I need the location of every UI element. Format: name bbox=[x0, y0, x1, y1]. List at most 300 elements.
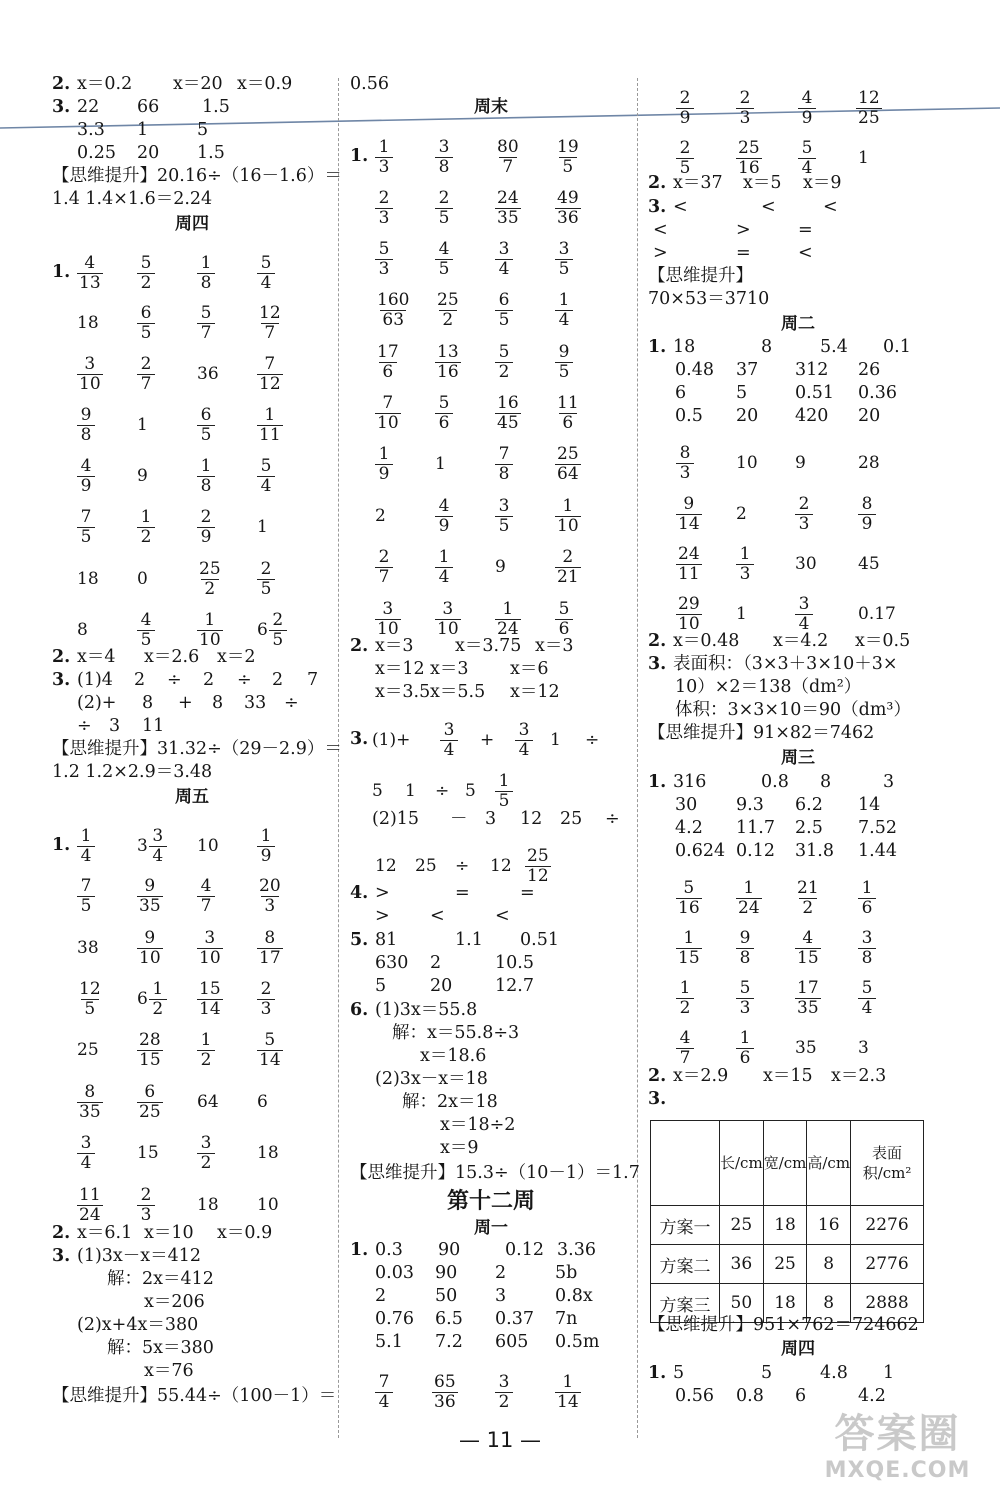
answer-cell bbox=[736, 490, 747, 538]
denominator: 7 bbox=[197, 323, 215, 343]
numerator: 1 bbox=[739, 1027, 751, 1048]
numerator: 3 bbox=[442, 598, 454, 619]
answer-row bbox=[52, 503, 332, 551]
answer-cell bbox=[197, 1181, 219, 1229]
answer-value: x＝2.9 bbox=[673, 1066, 729, 1086]
denominator: 21 bbox=[557, 566, 579, 587]
table-cell: 2276 bbox=[851, 1206, 924, 1245]
answer-row bbox=[350, 133, 632, 181]
answer-cell bbox=[555, 235, 573, 283]
answer-value: 10）×2＝138（dm²） bbox=[675, 677, 862, 697]
answer-value: 解：5x＝380 bbox=[107, 1338, 214, 1358]
answer-cell bbox=[435, 543, 453, 591]
denominator: 3 bbox=[375, 208, 393, 228]
answer-value: > bbox=[736, 220, 751, 240]
numerator: 1 bbox=[562, 495, 574, 516]
answer-value: x＝0.9 bbox=[237, 74, 293, 94]
answer-value: 3.3 bbox=[77, 120, 105, 140]
answer-cell bbox=[555, 338, 573, 386]
answer-row bbox=[350, 338, 632, 386]
answer-value: 1.1 bbox=[455, 930, 483, 950]
question-number: 1. bbox=[350, 146, 369, 166]
fraction bbox=[440, 721, 458, 760]
numerator: 5 bbox=[438, 392, 450, 413]
answer-value: 31.8 bbox=[795, 841, 834, 861]
fraction bbox=[795, 929, 821, 968]
answer-value: 0.25 bbox=[77, 143, 116, 163]
answer-value: 1 bbox=[435, 454, 446, 474]
numerator: 11 bbox=[557, 392, 579, 413]
denominator: 11 bbox=[678, 563, 700, 584]
answer-cell bbox=[197, 975, 223, 1023]
denominator: 4 bbox=[375, 1392, 393, 1412]
answer-value: 8 bbox=[142, 693, 154, 713]
answer-value: x＝3 bbox=[535, 636, 574, 656]
numerator: 1 bbox=[152, 978, 164, 999]
answer-cell bbox=[375, 1368, 393, 1416]
answer-row bbox=[648, 439, 948, 487]
denominator: 4 bbox=[555, 310, 573, 330]
table-cell: 8 bbox=[807, 1284, 851, 1323]
answer-value: 30 bbox=[795, 554, 817, 574]
denominator: 9 bbox=[435, 516, 453, 536]
table-cell: 16 bbox=[807, 1206, 851, 1245]
numerator: 4 bbox=[802, 927, 814, 948]
denominator: 5 bbox=[435, 208, 453, 228]
answer-value: x＝76 bbox=[144, 1361, 194, 1381]
numerator: 1 bbox=[679, 977, 691, 998]
answer-value: 1 bbox=[858, 148, 869, 168]
numerator: 20 bbox=[259, 875, 281, 896]
answer-cell bbox=[77, 822, 95, 870]
answer-cell bbox=[795, 874, 821, 922]
numerator: 11 bbox=[79, 1184, 101, 1205]
fraction bbox=[77, 508, 95, 547]
answer-value: 12.7 bbox=[495, 976, 534, 996]
fraction bbox=[676, 595, 702, 634]
numerator: 1 bbox=[200, 1029, 212, 1050]
watermark-url: MXQE.COM bbox=[824, 1458, 971, 1483]
answer-cell bbox=[415, 842, 437, 890]
numerator: 8 bbox=[679, 442, 691, 463]
table-cell: 25 bbox=[720, 1206, 764, 1245]
answer-row bbox=[350, 286, 632, 334]
numerator: 1 bbox=[558, 289, 570, 310]
answer-value: (2)+ bbox=[77, 693, 117, 713]
numerator: 15 bbox=[199, 978, 221, 999]
denominator: 4 bbox=[77, 1153, 95, 1173]
answer-value: 18 bbox=[77, 569, 99, 589]
answer-row bbox=[52, 299, 332, 347]
fraction bbox=[795, 879, 821, 918]
answer-value: 4.2 bbox=[675, 818, 703, 838]
answer-value: x＝3.75 bbox=[455, 636, 522, 656]
answer-value: 2 bbox=[272, 670, 284, 690]
denominator: 5 bbox=[77, 896, 95, 916]
denominator: 16 bbox=[738, 157, 760, 178]
denominator: 5 bbox=[257, 579, 275, 599]
answer-row bbox=[52, 555, 332, 603]
question-number: 3. bbox=[648, 1089, 667, 1109]
whole-part: 3 bbox=[137, 836, 148, 856]
fraction bbox=[555, 1373, 581, 1412]
answer-value: 1.2 1.2×2.9＝3.48 bbox=[52, 762, 213, 782]
numerator: 7 bbox=[498, 443, 510, 464]
fraction bbox=[555, 343, 573, 382]
answer-value: 解：2x＝18 bbox=[402, 1092, 498, 1112]
answer-cell bbox=[375, 389, 401, 437]
answer-value: 2 bbox=[375, 1286, 387, 1306]
numerator: 4 bbox=[438, 495, 450, 516]
denominator: 14 bbox=[199, 998, 221, 1019]
denominator: 12 bbox=[527, 865, 549, 886]
answer-value: > bbox=[375, 883, 390, 903]
fraction bbox=[555, 240, 573, 279]
answer-value: x＝206 bbox=[144, 1292, 205, 1312]
answer-value: 1 bbox=[405, 781, 416, 801]
numerator: 4 bbox=[438, 238, 450, 259]
denominator: 25 bbox=[139, 1101, 161, 1122]
fraction bbox=[736, 1029, 754, 1068]
answer-value: x＝9 bbox=[803, 173, 842, 193]
numerator: 25 bbox=[557, 443, 579, 464]
answer-value: 【思维提升】55.44÷（100－1）＝ bbox=[52, 1386, 337, 1406]
answer-cell bbox=[375, 184, 393, 232]
numerator: 1 bbox=[739, 543, 751, 564]
answer-value: x＝15 bbox=[763, 1066, 813, 1086]
table-row bbox=[651, 1245, 924, 1284]
answer-cell bbox=[375, 492, 386, 540]
answer-value: < bbox=[653, 220, 668, 240]
answer-row bbox=[52, 1026, 332, 1074]
answer-value: x＝12 bbox=[375, 659, 425, 679]
answer-value: 0.8x bbox=[555, 1286, 593, 1306]
numerator: 4 bbox=[679, 1027, 691, 1048]
numerator: 7 bbox=[80, 506, 92, 527]
answer-value: 3 bbox=[858, 1038, 869, 1058]
fraction bbox=[137, 508, 155, 547]
answer-value: 【思维提升】951×762＝724662 bbox=[648, 1315, 919, 1335]
answer-cell bbox=[257, 872, 283, 920]
answer-value: 4.8 bbox=[820, 1363, 848, 1383]
fraction bbox=[676, 1029, 694, 1068]
answer-value: x＝2.3 bbox=[831, 1066, 887, 1086]
table-cell: 25 bbox=[763, 1245, 807, 1284]
answer-cell bbox=[858, 439, 880, 487]
answer-value: 5 bbox=[375, 976, 387, 996]
answer-value: 1 bbox=[137, 120, 149, 140]
answer-value: 81 bbox=[375, 930, 398, 950]
answer-value: 0.56 bbox=[675, 1386, 714, 1406]
answer-cell bbox=[856, 84, 882, 132]
answer-value: x＝20 bbox=[173, 74, 223, 94]
denominator: 4 bbox=[858, 998, 876, 1018]
answer-cell bbox=[257, 822, 275, 870]
answer-value: x＝0.5 bbox=[855, 631, 911, 651]
answer-cell bbox=[257, 350, 283, 398]
answer-cell bbox=[858, 134, 869, 182]
fraction bbox=[257, 406, 283, 445]
denominator: 16 bbox=[437, 361, 459, 382]
numerator: 5 bbox=[260, 252, 272, 273]
answer-value: 5.4 bbox=[820, 337, 848, 357]
numerator: 160 bbox=[377, 289, 410, 310]
numerator: 2 bbox=[378, 187, 390, 208]
answer-value: ÷ bbox=[585, 730, 600, 750]
denominator: 8 bbox=[736, 948, 754, 968]
answer-value: 5 bbox=[465, 781, 476, 801]
denominator: 4 bbox=[149, 846, 167, 866]
numerator: 3 bbox=[80, 1132, 92, 1153]
denominator: 3 bbox=[795, 514, 813, 534]
answer-value: － bbox=[450, 809, 468, 829]
answer-value: 26 bbox=[858, 360, 881, 380]
answer-value: 70×53＝3710 bbox=[648, 289, 770, 309]
fraction bbox=[555, 600, 573, 639]
numerator: 4 bbox=[80, 455, 92, 476]
numerator: 7 bbox=[80, 875, 92, 896]
table-cell: 2776 bbox=[851, 1245, 924, 1284]
answer-value: = bbox=[455, 883, 470, 903]
answer-cell bbox=[77, 299, 99, 347]
answer-value: 0.8 bbox=[736, 1386, 764, 1406]
answer-row bbox=[52, 822, 332, 870]
denominator: 17 bbox=[259, 947, 281, 968]
answer-value: 38 bbox=[77, 938, 99, 958]
fraction bbox=[515, 721, 533, 760]
answer-row bbox=[350, 716, 632, 764]
answer-cell bbox=[257, 606, 287, 654]
column-divider-2 bbox=[637, 78, 638, 1438]
fraction bbox=[257, 980, 275, 1019]
answer-value: 3.36 bbox=[557, 1240, 596, 1260]
fraction bbox=[555, 291, 573, 330]
answer-cell bbox=[515, 716, 533, 764]
answer-cell bbox=[440, 716, 458, 764]
fraction bbox=[858, 495, 876, 534]
question-number: 2. bbox=[52, 647, 71, 667]
answer-value: 28 bbox=[858, 453, 880, 473]
numerator: 5 bbox=[264, 1029, 276, 1050]
answer-value: x＝18÷2 bbox=[440, 1115, 516, 1135]
answer-value: 316 bbox=[673, 772, 707, 792]
denominator: 4 bbox=[257, 273, 275, 293]
numerator: 25 bbox=[738, 137, 760, 158]
answer-cell bbox=[858, 874, 876, 922]
answer-value: 12 bbox=[490, 856, 512, 876]
answer-value: ÷ bbox=[77, 716, 92, 736]
answer-cell bbox=[435, 389, 453, 437]
answer-cell bbox=[490, 842, 512, 890]
question-number: 2. bbox=[648, 173, 667, 193]
answer-row bbox=[52, 975, 332, 1023]
answer-cell bbox=[77, 872, 95, 920]
numerator: 2 bbox=[272, 609, 284, 630]
answer-value: 9 bbox=[137, 466, 148, 486]
denominator: 14 bbox=[557, 1391, 579, 1412]
numerator: 1 bbox=[260, 825, 272, 846]
section-heading: 周末 bbox=[474, 97, 508, 117]
answer-cell bbox=[555, 543, 581, 591]
numerator: 8 bbox=[264, 927, 276, 948]
answer-cell bbox=[77, 249, 103, 297]
answer-cell bbox=[137, 975, 167, 1023]
answer-value: x＝2 bbox=[217, 647, 256, 667]
answer-value: 体积：3×3×10＝90（dm³） bbox=[675, 700, 911, 720]
answer-cell bbox=[257, 924, 283, 972]
numerator: 5 bbox=[140, 252, 152, 273]
denominator: 3 bbox=[137, 1205, 155, 1225]
answer-value: ÷ bbox=[284, 693, 299, 713]
answer-cell bbox=[77, 1026, 99, 1074]
answer-cell bbox=[375, 235, 393, 283]
numerator: 5 bbox=[801, 137, 813, 158]
answer-value: 6.2 bbox=[795, 795, 823, 815]
answer-cell bbox=[197, 1129, 215, 1177]
section-heading: 周四 bbox=[781, 1339, 815, 1359]
question-number: 3. bbox=[52, 670, 71, 690]
question-number: 3. bbox=[52, 1246, 71, 1266]
answer-value: 630 bbox=[375, 953, 409, 973]
fraction bbox=[257, 560, 275, 599]
answer-value: x＝3.5 bbox=[375, 682, 431, 702]
section-heading: 周五 bbox=[175, 787, 209, 807]
denominator: 4 bbox=[495, 259, 513, 279]
answer-value: x＝9 bbox=[440, 1138, 479, 1158]
page-number: — 11 — bbox=[458, 1428, 542, 1452]
fraction bbox=[257, 1031, 283, 1070]
denominator: 10 bbox=[139, 947, 161, 968]
answer-value: 5 bbox=[736, 383, 748, 403]
answer-value: x＝3 bbox=[430, 659, 469, 679]
answer-cell bbox=[197, 503, 215, 551]
numerator: 13 bbox=[437, 341, 459, 362]
answer-cell bbox=[495, 133, 521, 181]
fraction bbox=[435, 343, 461, 382]
answer-cell bbox=[257, 975, 275, 1023]
answer-cell bbox=[795, 540, 817, 588]
numerator: 17 bbox=[377, 341, 399, 362]
numerator: 2 bbox=[798, 493, 810, 514]
answer-value: 1.5 bbox=[202, 97, 230, 117]
fraction bbox=[197, 304, 215, 343]
fraction bbox=[197, 980, 223, 1019]
answer-value: 11.7 bbox=[736, 818, 775, 838]
denominator: 9 bbox=[257, 846, 275, 866]
answer-cell bbox=[137, 872, 163, 920]
fraction bbox=[525, 847, 551, 886]
answer-cell bbox=[435, 184, 453, 232]
answer-cell bbox=[555, 184, 581, 232]
answer-cell bbox=[257, 249, 275, 297]
fraction bbox=[137, 877, 163, 916]
fraction bbox=[795, 595, 813, 634]
numerator: 12 bbox=[858, 87, 880, 108]
denominator: 2 bbox=[439, 310, 457, 330]
numerator: 1 bbox=[264, 404, 276, 425]
table-header-cell: 高/cm bbox=[807, 1121, 851, 1206]
answer-value: 8 bbox=[761, 337, 773, 357]
answer-cell bbox=[257, 299, 283, 347]
answer-row bbox=[648, 490, 948, 538]
numerator: 3 bbox=[498, 495, 510, 516]
answer-value: 1 bbox=[550, 730, 561, 750]
question-number: 3. bbox=[350, 729, 369, 749]
denominator: 10 bbox=[199, 629, 221, 650]
question-number: 2. bbox=[350, 636, 369, 656]
answer-value: (2)3x－x＝18 bbox=[375, 1069, 488, 1089]
answer-value: (2)x+4x＝380 bbox=[77, 1315, 199, 1335]
answer-cell bbox=[676, 84, 694, 132]
fraction bbox=[257, 929, 283, 968]
fraction bbox=[676, 879, 702, 918]
fraction bbox=[435, 240, 453, 279]
fraction bbox=[149, 980, 167, 1019]
fraction bbox=[77, 1083, 103, 1122]
answer-row bbox=[648, 84, 948, 132]
answer-value: 18 bbox=[197, 1195, 219, 1215]
answer-cell bbox=[495, 440, 513, 488]
fraction bbox=[197, 254, 215, 293]
answer-value: < bbox=[430, 906, 445, 926]
answer-cell bbox=[257, 503, 268, 551]
answer-value: 20 bbox=[858, 406, 881, 426]
fraction bbox=[736, 89, 754, 128]
denominator: 3 bbox=[676, 463, 694, 483]
question-number: 2. bbox=[52, 74, 71, 94]
denominator: 6 bbox=[559, 413, 577, 433]
fraction bbox=[77, 254, 103, 293]
denominator: 9 bbox=[858, 514, 876, 534]
numerator: 5 bbox=[861, 977, 873, 998]
denominator: 2 bbox=[676, 998, 694, 1018]
answer-cell bbox=[77, 1078, 103, 1126]
denominator: 4 bbox=[798, 158, 816, 178]
fraction bbox=[495, 600, 521, 639]
answer-cell bbox=[736, 874, 762, 922]
answer-cell bbox=[435, 440, 446, 488]
fraction bbox=[676, 545, 702, 584]
fraction bbox=[77, 1186, 103, 1225]
fraction bbox=[197, 1031, 215, 1070]
numerator: 17 bbox=[797, 977, 819, 998]
answer-value: 25 bbox=[560, 809, 583, 829]
answer-row bbox=[648, 874, 948, 922]
question-number: 4. bbox=[350, 883, 369, 903]
fraction bbox=[375, 189, 393, 228]
answer-row bbox=[52, 452, 332, 500]
numerator: 12 bbox=[79, 978, 101, 999]
answer-value: 表面积：（3×3＋3×10＋3× bbox=[673, 654, 898, 674]
numerator: 2 bbox=[679, 137, 691, 158]
answer-cell bbox=[795, 490, 813, 538]
denominator: 5 bbox=[555, 259, 573, 279]
fraction bbox=[555, 138, 581, 177]
denominator: 9 bbox=[77, 476, 95, 496]
denominator: 2 bbox=[197, 1050, 215, 1070]
question-number: 2. bbox=[52, 1223, 71, 1243]
answer-cell bbox=[795, 974, 821, 1022]
answer-value: 15 bbox=[137, 1143, 159, 1163]
answer-cell bbox=[495, 338, 513, 386]
answer-cell bbox=[435, 286, 461, 334]
answer-value: x＝12 bbox=[510, 682, 560, 702]
answer-cell bbox=[77, 555, 99, 603]
answer-value: x＝2.6 bbox=[144, 647, 200, 667]
answer-value: 2 bbox=[375, 506, 386, 526]
numerator: 1 bbox=[200, 252, 212, 273]
answer-cell bbox=[736, 974, 754, 1022]
